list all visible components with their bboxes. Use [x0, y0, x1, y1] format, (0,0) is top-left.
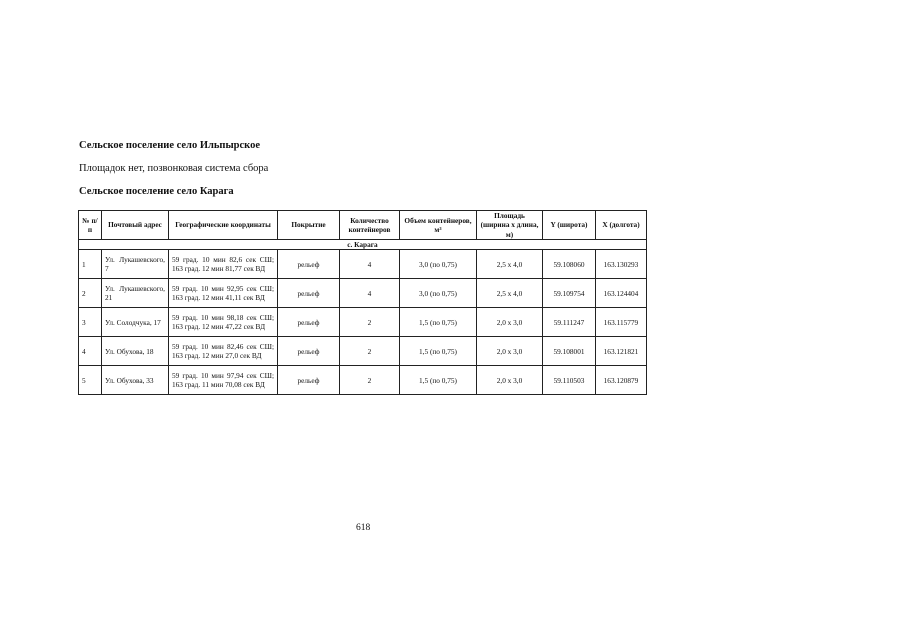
- page-number: 618: [356, 523, 371, 533]
- table-row: [79, 250, 647, 279]
- header-volume: Объем контейнеров, м³: [400, 211, 477, 240]
- cell-num: 1: [79, 250, 102, 279]
- cell-y: 59.108060: [543, 250, 596, 279]
- table-row: [79, 366, 647, 395]
- cell-count: 4: [340, 250, 400, 279]
- cell-address: Ул. Обухова, 33: [102, 366, 169, 395]
- cell-y: 59.109754: [543, 279, 596, 308]
- header-coords: Географические координаты: [169, 211, 278, 240]
- cell-x: 163.124404: [596, 279, 647, 308]
- header-x: X (долгота): [596, 211, 647, 240]
- cell-address: Ул. Лукашевского, 7: [102, 250, 169, 279]
- cell-num: 2: [79, 279, 102, 308]
- cell-area: 2,5 х 4,0: [477, 250, 543, 279]
- cell-surface: рельеф: [278, 308, 340, 337]
- header-address: Почтовый адрес: [102, 211, 169, 240]
- cell-area: 2,5 х 4,0: [477, 279, 543, 308]
- cell-coords: 59 град. 10 мин 82,46 сек СШ; 163 град. 12 мин 27,0 сек ВД: [169, 337, 278, 366]
- cell-surface: рельеф: [278, 250, 340, 279]
- table-row: [79, 337, 647, 366]
- table-header-row: [79, 211, 647, 240]
- header-area: Площадь (ширина х длина, м): [477, 211, 543, 240]
- cell-coords: 59 град. 10 мин 82,6 сек СШ; 163 град. 12 мин 81,77 сек ВД: [169, 250, 278, 279]
- cell-num: 3: [79, 308, 102, 337]
- cell-count: 2: [340, 366, 400, 395]
- section-heading-ilpyrskoe: Сельское поселение село Ильпырское: [79, 140, 261, 151]
- cell-y: 59.110503: [543, 366, 596, 395]
- header-surface: Покрытие: [278, 211, 340, 240]
- header-y: Y (широта): [543, 211, 596, 240]
- cell-coords: 59 град. 10 мин 97,94 сек СШ; 163 град. 11 мин 70,08 сек ВД: [169, 366, 278, 395]
- cell-x: 163.120879: [596, 366, 647, 395]
- cell-count: 2: [340, 308, 400, 337]
- cell-y: 59.111247: [543, 308, 596, 337]
- cell-coords: 59 град. 10 мин 98,18 сек СШ; 163 град. 12 мин 47,22 сек ВД: [169, 308, 278, 337]
- cell-area: 2,0 х 3,0: [477, 308, 543, 337]
- header-num: № п/п: [79, 211, 102, 240]
- cell-volume: 1,5 (по 0,75): [400, 366, 477, 395]
- cell-volume: 3,0 (по 0,75): [400, 279, 477, 308]
- cell-count: 4: [340, 279, 400, 308]
- table-section-row: [79, 240, 647, 250]
- header-count: Количество контейнеров: [340, 211, 400, 240]
- cell-x: 163.121821: [596, 337, 647, 366]
- no-sites-note: Площадок нет, позвонковая система сбора: [79, 163, 269, 174]
- cell-area: 2,0 х 3,0: [477, 366, 543, 395]
- cell-num: 4: [79, 337, 102, 366]
- cell-coords: 59 град. 10 мин 92,95 сек СШ; 163 град. 12 мин 41,11 сек ВД: [169, 279, 278, 308]
- cell-volume: 1,5 (по 0,75): [400, 308, 477, 337]
- cell-x: 163.130293: [596, 250, 647, 279]
- cell-area: 2,0 х 3,0: [477, 337, 543, 366]
- section-label: с. Карага: [79, 240, 647, 250]
- table-row: [79, 279, 647, 308]
- cell-count: 2: [340, 337, 400, 366]
- cell-address: Ул. Лукашевского, 21: [102, 279, 169, 308]
- cell-address: Ул. Обухова, 18: [102, 337, 169, 366]
- cell-surface: рельеф: [278, 337, 340, 366]
- cell-y: 59.108001: [543, 337, 596, 366]
- container-sites-table: [78, 210, 647, 395]
- cell-surface: рельеф: [278, 366, 340, 395]
- cell-address: Ул. Солодчука, 17: [102, 308, 169, 337]
- section-heading-karaga: Сельское поселение село Карага: [79, 186, 234, 197]
- cell-surface: рельеф: [278, 279, 340, 308]
- table-row: [79, 308, 647, 337]
- cell-volume: 3,0 (по 0,75): [400, 250, 477, 279]
- cell-num: 5: [79, 366, 102, 395]
- cell-volume: 1,5 (по 0,75): [400, 337, 477, 366]
- cell-x: 163.115779: [596, 308, 647, 337]
